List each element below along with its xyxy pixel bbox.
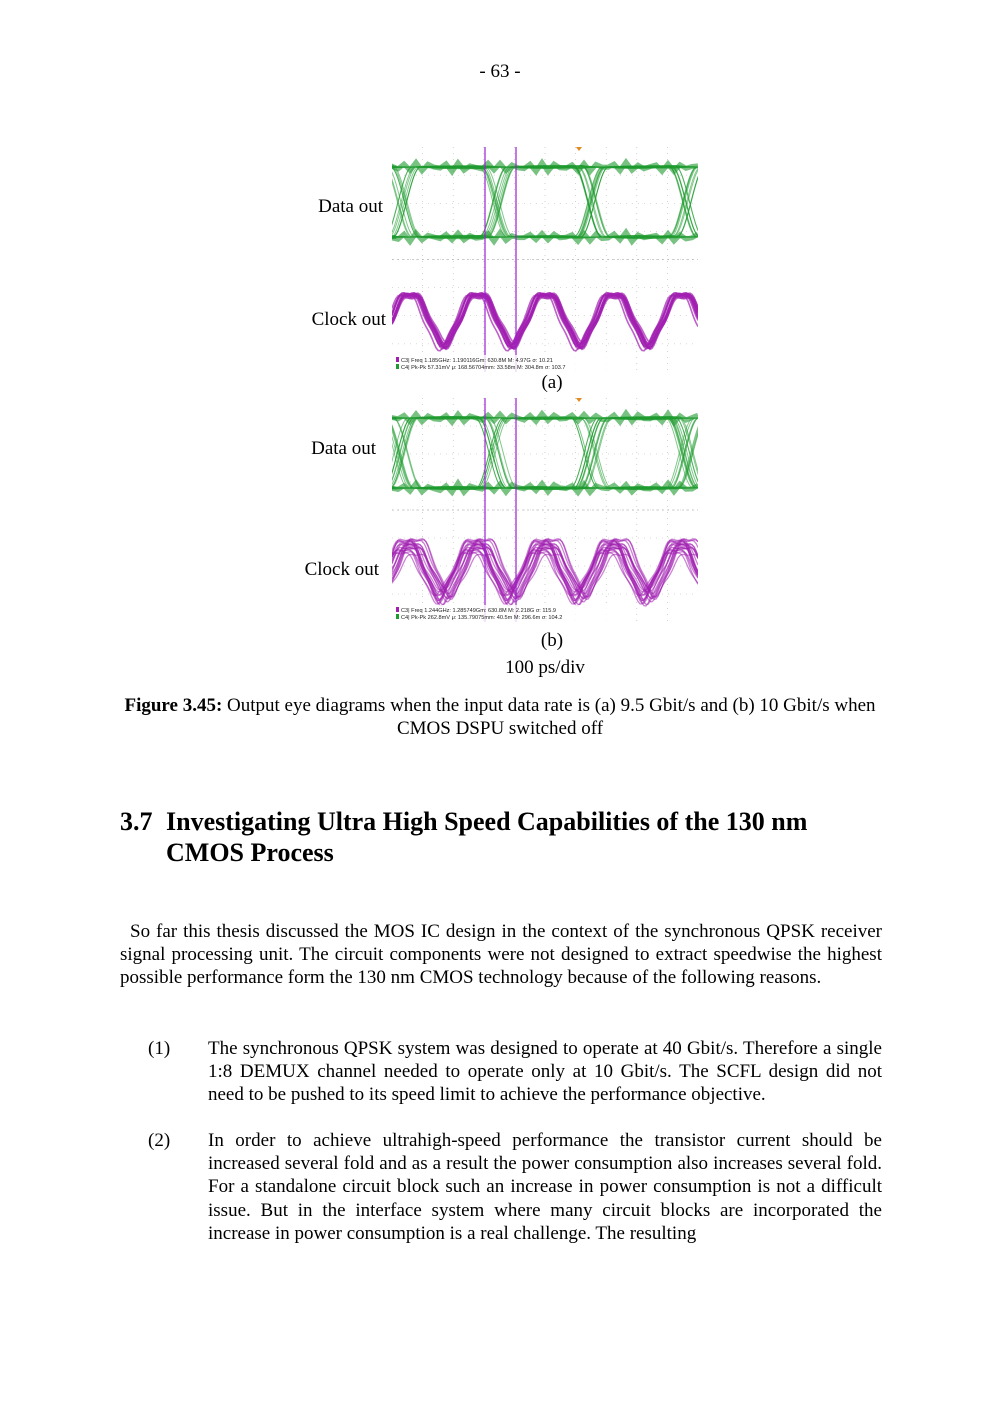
page-number: - 63 -	[479, 61, 521, 82]
readout-row2-a: C4| Pk-Pk 57.31mV μ: 168.56704mm: 33.58m M: 304.8m σ: 103.7	[401, 365, 566, 371]
data-trace	[392, 166, 698, 239]
list-text-2: In order to achieve ultrahigh-speed performance the transistor current should be increased several fold and as a result the power consumption also increases several fold. For a standalone circuit block such an increase in power consumption is not a difficult issue. But in the interface system where many circuit blocks are incorporated the increase in power consumption is a real challenge. The resulting	[208, 1130, 882, 1244]
section-title-line2: CMOS Process	[166, 838, 334, 867]
body-paragraph-1: So far this thesis discussed the MOS IC design in the context of the synchronous QPSK receiver signal processing unit. The circuit components were not designed to extract speedwise the highest possible performance form the 130 nm CMOS technology because of the following reasons.	[120, 921, 882, 989]
data-level-band	[392, 162, 698, 172]
data-trace	[392, 166, 698, 239]
eye-diagram-b-plot	[392, 398, 698, 622]
list-marker-1: (1)	[148, 1038, 171, 1059]
data-level-band	[392, 483, 698, 493]
subfigure-label-b: (b)	[540, 630, 564, 651]
data-trace	[392, 417, 698, 489]
data-trace	[392, 417, 698, 489]
data-trace	[392, 417, 698, 489]
readout-row2-b: C4| Pk-Pk 262.8mV μ: 135.79075mm: 40.5m M: 296.6m σ: 104.2	[401, 615, 563, 621]
data-trace	[392, 166, 698, 239]
eye-diagram-panel-a	[392, 147, 698, 372]
figure-caption	[100, 694, 900, 740]
data-trace	[392, 166, 698, 238]
measurement-readout-a	[394, 355, 620, 372]
data-out-label-a: Data out	[318, 196, 383, 217]
clock-out-label-a: Clock out	[311, 309, 386, 330]
data-out-label-b: Data out	[311, 438, 376, 459]
clock-out-label-b: Clock out	[304, 559, 379, 580]
trigger-marker	[576, 398, 582, 402]
data-trace	[392, 166, 698, 238]
list-item-1	[120, 1037, 882, 1107]
section-number: 3.7	[120, 807, 153, 836]
trigger-marker	[576, 147, 582, 151]
measurement-readout-b	[394, 605, 620, 622]
eye-diagram-a-plot	[392, 147, 698, 372]
eye-diagram-panel-b	[392, 398, 698, 622]
list-text-1: The synchronous QPSK system was designed to operate at 40 Gbit/s. Therefore a single 1:8 DEMUX channel needed to operate only at 10 Gbit/s. The SCFL design did not need to be pushed to its speed limit to achieve the performance objective.	[208, 1038, 882, 1106]
timescale-label: 100 ps/div	[505, 657, 585, 678]
section-title-line1: Investigating Ultra High Speed Capabilities of the 130 nm	[166, 807, 808, 836]
figure-caption-label: Figure 3.45:	[124, 695, 223, 716]
data-trace	[392, 417, 698, 490]
data-trace	[392, 166, 698, 239]
data-trace	[392, 166, 698, 239]
list-marker-2: (2)	[148, 1130, 171, 1151]
data-level-band	[392, 413, 698, 423]
readout-row1-a: C3| Freq 1.185GHz: 1.190116Gm: 630.8M M: 4.97G σ: 10.21	[401, 358, 553, 364]
section-heading	[120, 806, 880, 868]
data-level-band	[392, 232, 698, 242]
list-item-2	[120, 1129, 882, 1245]
subfigure-label-a: (a)	[541, 372, 563, 393]
readout-row1-b: C3| Freq 1.244GHz: 1.285749Gm: 630.8M M: 2.218G σ: 115.9	[401, 608, 556, 614]
figure-caption-text: Output eye diagrams when the input data rate is (a) 9.5 Gbit/s and (b) 10 Gbit/s when CMOS DSPU switched off	[222, 695, 876, 739]
